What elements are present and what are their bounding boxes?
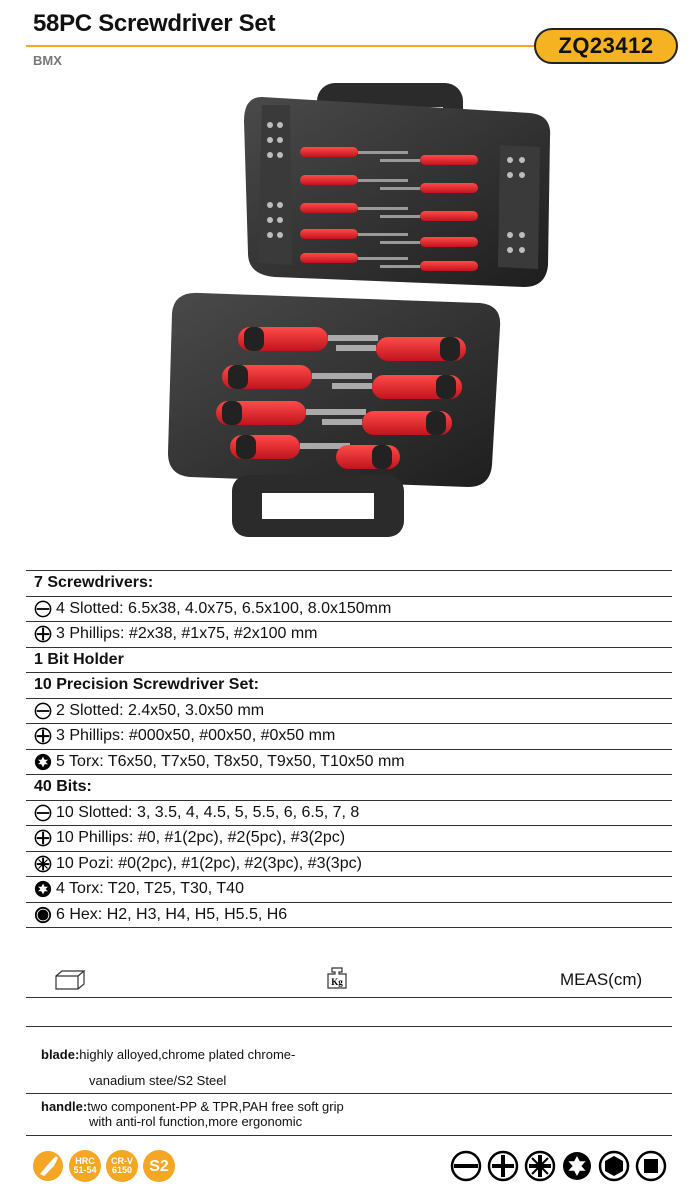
- spec-row: [26, 877, 672, 903]
- handle-line-1: [41, 1099, 344, 1114]
- torx-icon: [34, 880, 52, 898]
- title-underline: [26, 45, 546, 47]
- brand-label: BMX: [33, 53, 62, 68]
- square-tip-icon: [635, 1150, 667, 1182]
- spec-row: [26, 699, 672, 725]
- spec-text: 6 Hex: H2, H3, H4, H5, H5.5, H6: [56, 905, 288, 923]
- spec-text: 10 Phillips: #0, #1(2pc), #2(5pc), #3(2pc): [56, 829, 346, 847]
- phillips-tip-icon: [487, 1150, 519, 1182]
- spec-row-heading: [26, 648, 672, 674]
- spec-text: 3 Phillips: #000x50, #00x50, #0x50 mm: [56, 727, 336, 745]
- tip-type-icons: [450, 1150, 667, 1186]
- divider: [26, 1093, 672, 1094]
- slotted-icon: [34, 600, 52, 618]
- spec-text: 2 Slotted: 2.4x50, 3.0x50 mm: [56, 701, 265, 719]
- pozi-icon: [34, 855, 52, 873]
- spec-row-heading: [26, 571, 672, 597]
- torx-tip-icon: [561, 1150, 593, 1182]
- carton-icon: [54, 969, 86, 991]
- packing-info: [26, 960, 672, 998]
- svg-text:Kg: Kg: [331, 977, 343, 987]
- handle-line-2: with anti-rol function,more ergonomic: [89, 1114, 303, 1129]
- pozi-tip-icon: [524, 1150, 556, 1182]
- divider: [26, 1026, 672, 1027]
- spec-row: [26, 597, 672, 623]
- handle-text: two component-PP & TPR,PAH free soft grip: [87, 1099, 344, 1114]
- spec-text: 10 Pozi: #0(2pc), #1(2pc), #2(3pc), #3(3pc): [56, 854, 362, 872]
- model-badge: ZQ23412: [534, 28, 678, 64]
- spec-text: 3 Phillips: #2x38, #1x75, #2x100 mm: [56, 625, 318, 643]
- spec-text: 10 Slotted: 3, 3.5, 4, 4.5, 5, 5.5, 6, 6.5, 7, 8: [56, 803, 360, 821]
- spec-text: 40 Bits:: [34, 778, 92, 796]
- slotted-icon: [34, 702, 52, 720]
- weight-icon: [326, 966, 348, 990]
- blade-text: highly alloyed,chrome plated chrome-: [79, 1047, 296, 1062]
- spec-row-heading: [26, 673, 672, 699]
- blade-line-1: [41, 1047, 295, 1062]
- crv-badge: CR-V 6150: [106, 1150, 138, 1182]
- specs-table: [26, 570, 672, 928]
- certification-icons: [32, 1150, 175, 1186]
- magnetic-tip-icon: [32, 1150, 64, 1182]
- product-image: [0, 65, 700, 545]
- product-title: 58PC Screwdriver Set: [33, 10, 276, 37]
- spec-row: [26, 903, 672, 929]
- meas-label: MEAS(cm): [560, 970, 643, 989]
- spec-row: [26, 750, 672, 776]
- spec-row: [26, 801, 672, 827]
- phillips-icon: [34, 829, 52, 847]
- spec-text: 4 Torx: T20, T25, T30, T40: [56, 880, 244, 898]
- phillips-icon: [34, 727, 52, 745]
- slotted-tip-icon: [450, 1150, 482, 1182]
- spec-row: [26, 826, 672, 852]
- spec-row: [26, 622, 672, 648]
- spec-text: 7 Screwdrivers:: [34, 574, 154, 592]
- spec-row: [26, 852, 672, 878]
- hex-tip-icon: [598, 1150, 630, 1182]
- hrc-badge: HRC 51-54: [69, 1150, 101, 1182]
- spec-text: 5 Torx: T6x50, T7x50, T8x50, T9x50, T10x50 mm: [56, 752, 405, 770]
- blade-line-2: vanadium stee/S2 Steel: [89, 1073, 227, 1088]
- blade-label: blade:: [41, 1047, 80, 1062]
- spec-text: 10 Precision Screwdriver Set:: [34, 676, 259, 694]
- spec-text: 4 Slotted: 6.5x38, 4.0x75, 6.5x100, 8.0x150mm: [56, 599, 392, 617]
- divider: [26, 1135, 672, 1136]
- phillips-icon: [34, 625, 52, 643]
- s2-badge: S2: [143, 1150, 175, 1182]
- handle-label: handle:: [41, 1099, 88, 1114]
- torx-icon: [34, 753, 52, 771]
- slotted-icon: [34, 804, 52, 822]
- hex-icon: [34, 906, 52, 924]
- spec-text: 1 Bit Holder: [34, 650, 124, 668]
- spec-row: [26, 724, 672, 750]
- spec-row-heading: [26, 775, 672, 801]
